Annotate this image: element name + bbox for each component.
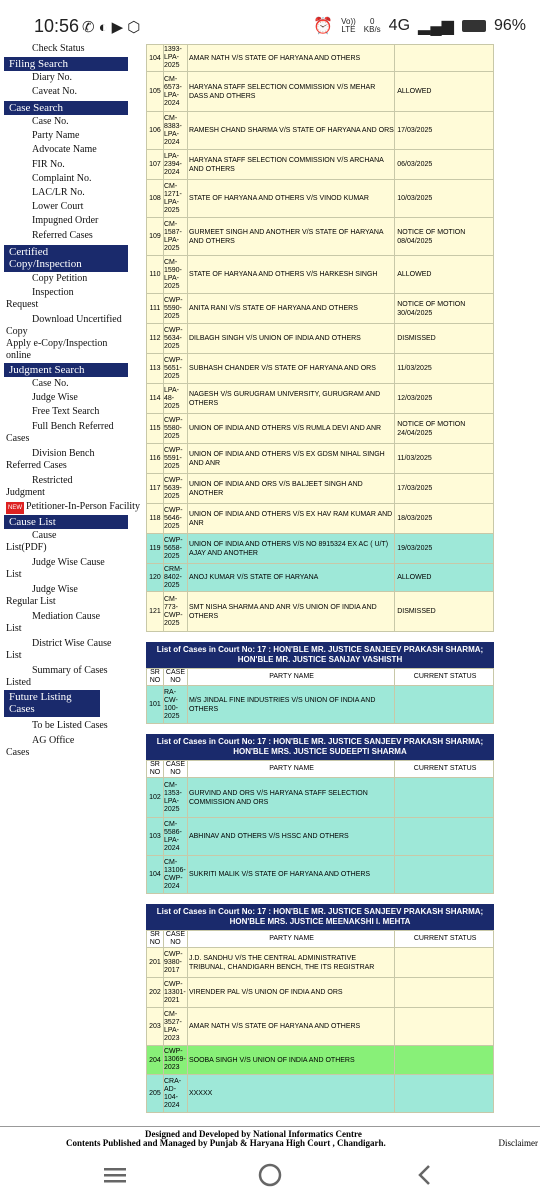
table-row[interactable] <box>147 444 494 474</box>
cell-sr-no: 203 <box>147 1008 164 1046</box>
speed-indicator: 0 KB/s <box>363 17 381 34</box>
cell-party-name[interactable]: UNION OF INDIA AND OTHERS V/S RUMLA DEVI AND ANR <box>187 414 394 444</box>
footer-published-by: Contents Published and Managed by Punjab & Haryana High Court , Chandigarh. <box>66 1138 386 1148</box>
header-sr-no: SR NO <box>147 761 164 778</box>
table-row[interactable] <box>147 1008 494 1046</box>
table-row[interactable] <box>147 474 494 504</box>
cell-sr-no: 112 <box>147 324 164 354</box>
sidebar-item-full-bench[interactable]: Full Bench Referred Cases <box>6 421 114 444</box>
cell-current-status: 19/03/2025 <box>395 534 494 564</box>
cell-current-status: NOTICE OF MOTION 08/04/2025 <box>395 218 494 256</box>
table-row[interactable] <box>147 564 494 592</box>
cell-current-status <box>395 45 494 72</box>
cell-case-no[interactable]: CM- 5586- LPA- 2024 <box>163 818 187 856</box>
cell-party-name[interactable]: GURMEET SINGH AND ANOTHER V/S STATE OF HARYANA AND OTHERS <box>187 218 394 256</box>
cell-party-name[interactable]: UNION OF INDIA AND OTHERS V/S EX HAV RAM KUMAR AND ANR <box>187 504 394 534</box>
header-party-name: PARTY NAME <box>187 669 394 686</box>
cell-case-no[interactable]: LPA- 48- 2025 <box>163 384 187 414</box>
home-icon[interactable] <box>255 1160 285 1190</box>
cell-party-name[interactable]: UNION OF INDIA AND OTHERS V/S NO 8915324 EX AC ( U/T) AJAY AND ANOTHER <box>187 534 394 564</box>
android-nav-bar <box>0 1152 540 1200</box>
cell-case-no[interactable]: CWP- 5646- 2025 <box>163 504 187 534</box>
sidebar-item-party-name[interactable]: Party Name <box>32 130 80 141</box>
cell-case-no[interactable]: CWP- 5658- 2025 <box>163 534 187 564</box>
cell-sr-no: 108 <box>147 180 164 218</box>
cell-sr-no: 120 <box>147 564 164 592</box>
cell-current-status <box>395 1008 494 1046</box>
cell-case-no[interactable]: CWP- 5580- 2025 <box>163 414 187 444</box>
table-row[interactable] <box>147 414 494 444</box>
cell-sr-no: 117 <box>147 474 164 504</box>
battery-level: 96% <box>493 17 526 34</box>
cell-party-name[interactable]: AMAR NATH V/S STATE OF HARYANA AND OTHERS <box>187 45 394 72</box>
cell-case-no[interactable]: 1393- LPA- 2025 <box>163 45 187 72</box>
sidebar-item-check-status[interactable]: Check Status <box>32 44 85 54</box>
cell-current-status: 11/03/2025 <box>395 354 494 384</box>
cell-party-name[interactable]: RAMESH CHAND SHARMA V/S STATE OF HARYANA AND ORS <box>187 112 394 150</box>
table-row[interactable] <box>147 1075 494 1113</box>
cell-current-status <box>395 948 494 978</box>
cell-sr-no: 121 <box>147 592 164 632</box>
cell-case-no[interactable]: CM- 13106- CWP- 2024 <box>163 856 187 894</box>
sidebar-item-summary-cases-listed[interactable]: Summary of Cases Listed <box>6 665 108 688</box>
cell-sr-no: 104 <box>147 856 164 894</box>
cell-party-name[interactable]: ANOJ KUMAR V/S STATE OF HARYANA <box>187 564 394 592</box>
table-header-row <box>147 669 494 686</box>
cell-current-status: NOTICE OF MOTION 24/04/2025 <box>395 414 494 444</box>
cell-party-name[interactable]: XXXXX <box>187 1075 394 1113</box>
cell-case-no[interactable]: CM- 8383- LPA- 2024 <box>163 112 187 150</box>
settings-icon: ⬡ <box>127 19 145 36</box>
cell-party-name[interactable]: ABHINAV AND OTHERS V/S HSSC AND OTHERS <box>187 818 394 856</box>
table-row[interactable] <box>147 978 494 1008</box>
cell-current-status: ALLOWED <box>395 256 494 294</box>
table-row[interactable] <box>147 256 494 294</box>
sidebar-item-judge-wise-cause-list[interactable]: Judge Wise Cause List <box>6 557 105 580</box>
cell-party-name[interactable]: SMT NISHA SHARMA AND ANR V/S UNION OF INDIA AND OTHERS <box>187 592 394 632</box>
network-type: 4G <box>388 17 411 34</box>
sidebar-item-apply-ecopy[interactable]: Apply e-Copy/Inspection online <box>6 338 108 361</box>
cases-table-court-17 <box>146 44 494 632</box>
header-sr-no: SR NO <box>147 669 164 686</box>
cell-party-name[interactable]: STATE OF HARYANA AND OTHERS V/S HARKESH SINGH <box>187 256 394 294</box>
cell-party-name[interactable]: ANITA RANI V/S STATE OF HARYANA AND OTHERS <box>187 294 394 324</box>
status-bar <box>0 0 540 44</box>
cell-case-no[interactable]: CM- 1353- LPA- 2025 <box>163 778 187 818</box>
cell-current-status <box>395 856 494 894</box>
cell-case-no[interactable]: CM- 1590- LPA- 2025 <box>163 256 187 294</box>
volte-indicator: Vo)) LTE <box>341 17 356 34</box>
cell-sr-no: 109 <box>147 218 164 256</box>
cell-current-status: NOTICE OF MOTION 30/04/2025 <box>395 294 494 324</box>
back-icon[interactable] <box>410 1160 440 1190</box>
cell-current-status: DISMISSED <box>395 592 494 632</box>
sidebar-item-cause-list-pdf[interactable]: Cause List(PDF) <box>6 530 57 553</box>
section-title-bench-2: List of Cases in Court No: 17 : HON'BLE MR. JUSTICE SANJEEV PRAKASH SHARMA; HON'BLE MR. JUSTICE SANJAY VASHISTH <box>146 642 494 668</box>
table-row[interactable] <box>147 45 494 72</box>
cell-current-status: ALLOWED <box>395 564 494 592</box>
sidebar-item-diary-no[interactable]: Diary No. <box>32 72 72 83</box>
table-row[interactable] <box>147 294 494 324</box>
cell-case-no[interactable]: RA- CW- 100- 2025 <box>163 686 187 724</box>
table-row[interactable] <box>147 112 494 150</box>
sidebar-item-advocate-name[interactable]: Advocate Name <box>32 144 97 155</box>
page-footer <box>0 1126 540 1152</box>
cell-sr-no: 114 <box>147 384 164 414</box>
cases-table-bench-4 <box>146 930 494 1113</box>
cases-table-bench-2 <box>146 668 494 724</box>
cell-current-status: 17/03/2025 <box>395 474 494 504</box>
table-row[interactable] <box>147 218 494 256</box>
table-row[interactable] <box>147 686 494 724</box>
cell-case-no[interactable]: CRA- AD- 104- 2024 <box>163 1075 187 1113</box>
cell-sr-no: 110 <box>147 256 164 294</box>
table-row[interactable] <box>147 180 494 218</box>
cases-table-bench-3 <box>146 760 494 894</box>
sidebar-item-download-uncertified[interactable]: Download Uncertified Copy <box>6 314 122 337</box>
cell-case-no[interactable]: LPA- 2394- 2024 <box>163 150 187 180</box>
sidebar-heading-judgment-search[interactable]: Judgment Search <box>4 363 128 377</box>
sidebar-item-lac-lr-no[interactable]: LAC/LR No. <box>32 187 85 198</box>
table-header-row <box>147 931 494 948</box>
sidebar-item-district-wise[interactable]: District Wise Cause List <box>6 638 112 661</box>
cell-party-name[interactable]: VIRENDER PAL V/S UNION OF INDIA AND ORS <box>187 978 394 1008</box>
header-case-no: CASE NO <box>163 761 187 778</box>
table-row[interactable] <box>147 818 494 856</box>
whatsapp-icon: ✆ <box>82 19 99 36</box>
table-row[interactable] <box>147 504 494 534</box>
sidebar-item-fir-no[interactable]: FIR No. <box>32 159 65 170</box>
cell-party-name[interactable]: UNION OF INDIA AND ORS V/S BALJEET SINGH AND ANOTHER <box>187 474 394 504</box>
cell-current-status <box>395 778 494 818</box>
new-badge: NEW <box>6 502 24 514</box>
sidebar-item-caveat-no[interactable]: Caveat No. <box>32 86 77 97</box>
table-row[interactable] <box>147 384 494 414</box>
alarm-icon: ⏰ <box>313 18 334 35</box>
cell-party-name[interactable]: GURVIND AND ORS V/S HARYANA STAFF SELECTION COMMISSION AND ORS <box>187 778 394 818</box>
sidebar-item-mediation-cause-list[interactable]: Mediation Cause List <box>6 611 101 634</box>
cell-current-status: DISMISSED <box>395 324 494 354</box>
cell-party-name[interactable]: STATE OF HARYANA AND OTHERS V/S VINOD KUMAR <box>187 180 394 218</box>
cell-current-status <box>395 978 494 1008</box>
table-row[interactable] <box>147 150 494 180</box>
table-row[interactable] <box>147 1046 494 1075</box>
sidebar-item-restricted-judgment[interactable]: Restricted Judgment <box>6 475 73 498</box>
cell-sr-no: 103 <box>147 818 164 856</box>
cell-sr-no: 205 <box>147 1075 164 1113</box>
cell-sr-no: 204 <box>147 1046 164 1075</box>
cell-sr-no: 107 <box>147 150 164 180</box>
disclaimer-link[interactable]: Disclaimer <box>498 1138 538 1148</box>
table-row[interactable] <box>147 948 494 978</box>
signal-icon: ▂▄▆ <box>418 18 454 35</box>
header-current-status: CURRENT STATUS <box>395 669 494 686</box>
header-case-no: CASE NO <box>163 931 187 948</box>
cell-case-no[interactable]: CWP- 13069- 2023 <box>163 1046 187 1075</box>
cell-current-status: 17/03/2025 <box>395 112 494 150</box>
cell-sr-no: 102 <box>147 778 164 818</box>
sidebar-heading-certified-copy[interactable]: Certified Copy/Inspection <box>4 245 128 272</box>
clock: 10:56 <box>34 16 80 36</box>
cell-case-no[interactable]: CM- 1271- LPA- 2025 <box>163 180 187 218</box>
system-indicators <box>313 16 526 36</box>
cell-party-name[interactable]: UNION OF INDIA AND OTHERS V/S EX GDSM NIHAL SINGH AND ANR <box>187 444 394 474</box>
header-current-status: CURRENT STATUS <box>395 761 494 778</box>
sidebar-item-judge-wise-regular-list[interactable]: Judge Wise Regular List <box>6 584 78 607</box>
sidebar-heading-case-search[interactable]: Case Search <box>4 101 128 115</box>
cases-content <box>146 44 504 1126</box>
sidebar-heading-filing-search[interactable]: Filing Search <box>4 57 128 71</box>
sidebar-heading-cause-list[interactable]: Cause List <box>4 515 128 529</box>
cell-sr-no: 118 <box>147 504 164 534</box>
sidebar-item-judge-wise[interactable]: Judge Wise <box>32 392 78 403</box>
cell-sr-no: 202 <box>147 978 164 1008</box>
cell-sr-no: 201 <box>147 948 164 978</box>
cell-sr-no: 115 <box>147 414 164 444</box>
cell-party-name[interactable]: AMAR NATH V/S STATE OF HARYANA AND OTHERS <box>187 1008 394 1046</box>
cell-case-no[interactable]: CM- 773- CWP- 2025 <box>163 592 187 632</box>
recent-apps-icon[interactable] <box>100 1160 130 1190</box>
sidebar-item-free-text-search[interactable]: Free Text Search <box>32 406 100 417</box>
cell-party-name[interactable]: HARYANA STAFF SELECTION COMMISSION V/S ARCHANA AND OTHERS <box>187 150 394 180</box>
table-row[interactable] <box>147 324 494 354</box>
cell-current-status: 12/03/2025 <box>395 384 494 414</box>
cell-case-no[interactable]: CWP- 5591- 2025 <box>163 444 187 474</box>
cell-case-no[interactable]: CM- 3527- LPA- 2023 <box>163 1008 187 1046</box>
sidebar-item-inspection-request[interactable]: Inspection Request <box>6 287 74 310</box>
cell-party-name[interactable]: DILBAGH SINGH V/S UNION OF INDIA AND OTHERS <box>187 324 394 354</box>
cell-case-no[interactable]: CM- 1587- LPA- 2025 <box>163 218 187 256</box>
cell-case-no[interactable]: CWP- 5651- 2025 <box>163 354 187 384</box>
cell-case-no[interactable]: CWP- 9380- 2017 <box>163 948 187 978</box>
sidebar-item-judgment-case-no[interactable]: Case No. <box>32 378 69 389</box>
sidebar-item-division-bench[interactable]: Division Bench Referred Cases <box>6 448 95 471</box>
cell-sr-no: 113 <box>147 354 164 384</box>
cell-sr-no: 111 <box>147 294 164 324</box>
sidebar-item-lower-court[interactable]: Lower Court <box>32 201 84 212</box>
cell-case-no[interactable]: CM- 6573- LPA- 2024 <box>163 72 187 112</box>
footer-developed-by: Designed and Developed by National Informatics Centre <box>145 1129 362 1139</box>
table-row[interactable] <box>147 72 494 112</box>
notification-icons <box>82 18 144 36</box>
cell-sr-no: 116 <box>147 444 164 474</box>
header-sr-no: SR NO <box>147 931 164 948</box>
cell-current-status: ALLOWED <box>395 72 494 112</box>
sidebar-item-referred-cases[interactable]: Referred Cases <box>32 230 93 241</box>
cell-sr-no: 101 <box>147 686 164 724</box>
cell-party-name[interactable]: J.D. SANDHU V/S THE CENTRAL ADMINISTRATIVE TRIBUNAL, CHANDIGARH BENCH, THE ITS REGISTRAR <box>187 948 394 978</box>
battery-icon <box>462 20 486 32</box>
cell-party-name[interactable]: SUBHASH CHANDER V/S STATE OF HARYANA AND ORS <box>187 354 394 384</box>
cell-party-name[interactable]: M/S JINDAL FINE INDUSTRIES V/S UNION OF INDIA AND OTHERS <box>187 686 394 724</box>
sidebar-item-copy-petition[interactable]: Copy Petition <box>32 273 88 284</box>
cell-current-status <box>395 686 494 724</box>
cell-party-name[interactable]: HARYANA STAFF SELECTION COMMISSION V/S MEHAR DASS AND OTHERS <box>187 72 394 112</box>
cell-current-status <box>395 1046 494 1075</box>
cell-case-no[interactable]: CRM- 8402- 2025 <box>163 564 187 592</box>
cell-party-name[interactable]: SOOBA SINGH V/S UNION OF INDIA AND OTHERS <box>187 1046 394 1075</box>
header-party-name: PARTY NAME <box>187 761 394 778</box>
sidebar-item-impugned-order[interactable]: Impugned Order <box>32 215 99 226</box>
cell-current-status: 06/03/2025 <box>395 150 494 180</box>
cell-case-no[interactable]: CWP- 13301- 2021 <box>163 978 187 1008</box>
table-row[interactable] <box>147 354 494 384</box>
cell-current-status <box>395 818 494 856</box>
cell-case-no[interactable]: CWP- 5634- 2025 <box>163 324 187 354</box>
chrome-icon: ◐ <box>98 19 112 36</box>
section-title-bench-4: List of Cases in Court No: 17 : HON'BLE MR. JUSTICE SANJEEV PRAKASH SHARMA; HON'BLE MRS. JUSTICE MEENAKSHI I. MEHTA <box>146 904 494 930</box>
sidebar-nav <box>0 44 145 1126</box>
cell-party-name[interactable]: SUKRITI MALIK V/S STATE OF HARYANA AND OTHERS <box>187 856 394 894</box>
cell-current-status: 18/03/2025 <box>395 504 494 534</box>
sidebar-item-to-be-listed[interactable]: To be Listed Cases <box>32 720 108 731</box>
cell-sr-no: 119 <box>147 534 164 564</box>
cell-party-name[interactable]: NAGESH V/S GURUGRAM UNIVERSITY, GURUGRAM AND OTHERS <box>187 384 394 414</box>
table-row[interactable] <box>147 592 494 632</box>
cell-sr-no: 105 <box>147 72 164 112</box>
section-title-bench-3: List of Cases in Court No: 17 : HON'BLE MR. JUSTICE SANJEEV PRAKASH SHARMA; HON'BLE MRS. JUSTICE SUDEEPTI SHARMA <box>146 734 494 760</box>
table-row[interactable] <box>147 856 494 894</box>
header-case-no: CASE NO <box>163 669 187 686</box>
cell-case-no[interactable]: CWP- 5590- 2025 <box>163 294 187 324</box>
header-current-status: CURRENT STATUS <box>395 931 494 948</box>
sidebar-item-complaint-no[interactable]: Complaint No. <box>32 173 92 184</box>
cell-sr-no: 106 <box>147 112 164 150</box>
table-row[interactable] <box>147 534 494 564</box>
youtube-icon: ▶ <box>111 19 128 36</box>
cell-case-no[interactable]: CWP- 5639- 2025 <box>163 474 187 504</box>
table-row[interactable] <box>147 778 494 818</box>
cell-current-status <box>395 1075 494 1113</box>
cell-current-status: 10/03/2025 <box>395 180 494 218</box>
cell-sr-no: 104 <box>147 45 164 72</box>
sidebar-item-case-no[interactable]: Case No. <box>32 116 69 127</box>
sidebar-heading-future-listing[interactable]: Future Listing Cases <box>4 690 100 717</box>
table-header-row <box>147 761 494 778</box>
sidebar-item-petitioner-in-person[interactable]: NEW Petitioner-In-Person Facility <box>8 501 140 512</box>
cell-current-status: 11/03/2025 <box>395 444 494 474</box>
header-party-name: PARTY NAME <box>187 931 394 948</box>
sidebar-item-ag-office[interactable]: AG Office Cases <box>6 735 75 758</box>
